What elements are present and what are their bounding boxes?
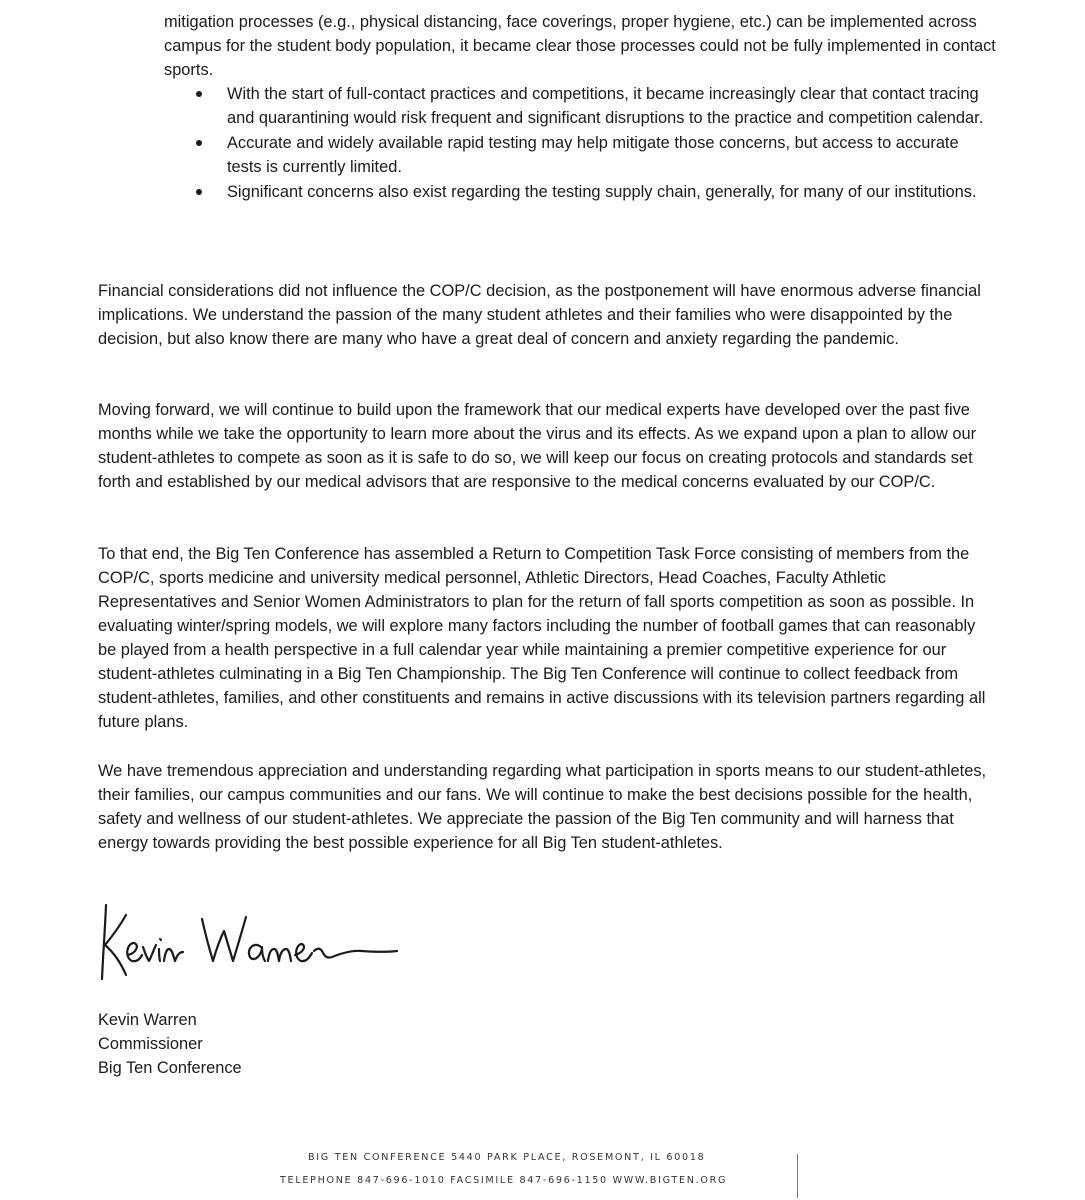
signer-title: Commissioner — [98, 1035, 203, 1053]
bullet-icon — [196, 91, 202, 97]
paragraph-appreciation: We have tremendous appreciation and understanding regarding what participation in sports means to our student-athletes, their families, our campus communities and our fans. We will continue to make the best decisions possible for the health, safety and wellness of our student-athletes. We appreciate the passion of the Big Ten community and will harness that energy towards providing the best possible experience for all Big Ten student-athletes. — [98, 762, 987, 852]
bullet-item — [196, 131, 996, 179]
bullet-text: Accurate and widely available rapid testing may help mitigate those concerns, but access to accurate tests is currently limited. — [227, 134, 959, 176]
bullet-list — [196, 82, 996, 205]
bullet-item — [196, 180, 996, 204]
footer-divider — [797, 1154, 798, 1198]
bullet-text: With the start of full-contact practices and competitions, it became increasingly clear that contact tracing and quarantining would risk frequent and significant disruptions to the practice and competition calendar. — [227, 85, 984, 127]
bullet-icon — [196, 140, 202, 146]
bullet-item — [196, 82, 996, 130]
letterhead-footer — [280, 1146, 800, 1192]
paragraph-moving-forward: Moving forward, we will continue to build upon the framework that our medical experts have developed over the past five months while we take the opportunity to learn more about the virus and its effects. As we expand upon a plan to allow our student-athletes to compete as soon as it is safe to do so, we will keep our focus on creating protocols and standards set forth and established by our medical advisors that are responsive to the medical concerns evaluated by our COP/C. — [98, 401, 977, 491]
signature-block — [98, 1008, 242, 1080]
bullet-text: Significant concerns also exist regarding the testing supply chain, generally, for many of our institutions. — [227, 183, 977, 201]
intro-continuation-text: mitigation processes (e.g., physical distancing, face coverings, proper hygiene, etc.) can be implemented across campus for the student body population, it became clear those processes could not be fully implemented in contact sports. — [164, 13, 996, 79]
signer-name: Kevin Warren — [98, 1011, 197, 1029]
paragraph-task-force: To that end, the Big Ten Conference has assembled a Return to Competition Task Force consisting of members from the COP/C, sports medicine and university medical personnel, Athletic Directors, Head Coaches, Faculty Athletic Representatives and Senior Women Administrators to plan for the return of fall sports competition as soon as possible. In evaluating winter/spring models, we will explore many factors including the number of football games that can reasonably be played from a health perspective in a full calendar year while maintaining a premier competitive experience for our student-athletes culminating in a Big Ten Championship. The Big Ten Conference will continue to collect feedback from student-athletes, families, and other constituents and remains in active discussions with its television partners regarding all future plans. — [98, 545, 986, 731]
paragraph-financial: Financial considerations did not influence the COP/C decision, as the postponement will have enormous adverse financial implications. We understand the passion of the many student athletes and their families who were disappointed by the decision, but also know there are many who have a great deal of concern and anxiety regarding the pandemic. — [98, 282, 981, 348]
footer-address: BIG TEN CONFERENCE 5440 PARK PLACE, ROSEMONT, IL 60018 — [308, 1152, 706, 1163]
handwritten-signature — [96, 895, 401, 990]
bullet-icon — [196, 189, 202, 195]
signer-organization: Big Ten Conference — [98, 1059, 242, 1077]
footer-contact: TELEPHONE 847-696-1010 FACSIMILE 847-696-1150 WWW.BIGTEN.ORG — [280, 1175, 728, 1186]
